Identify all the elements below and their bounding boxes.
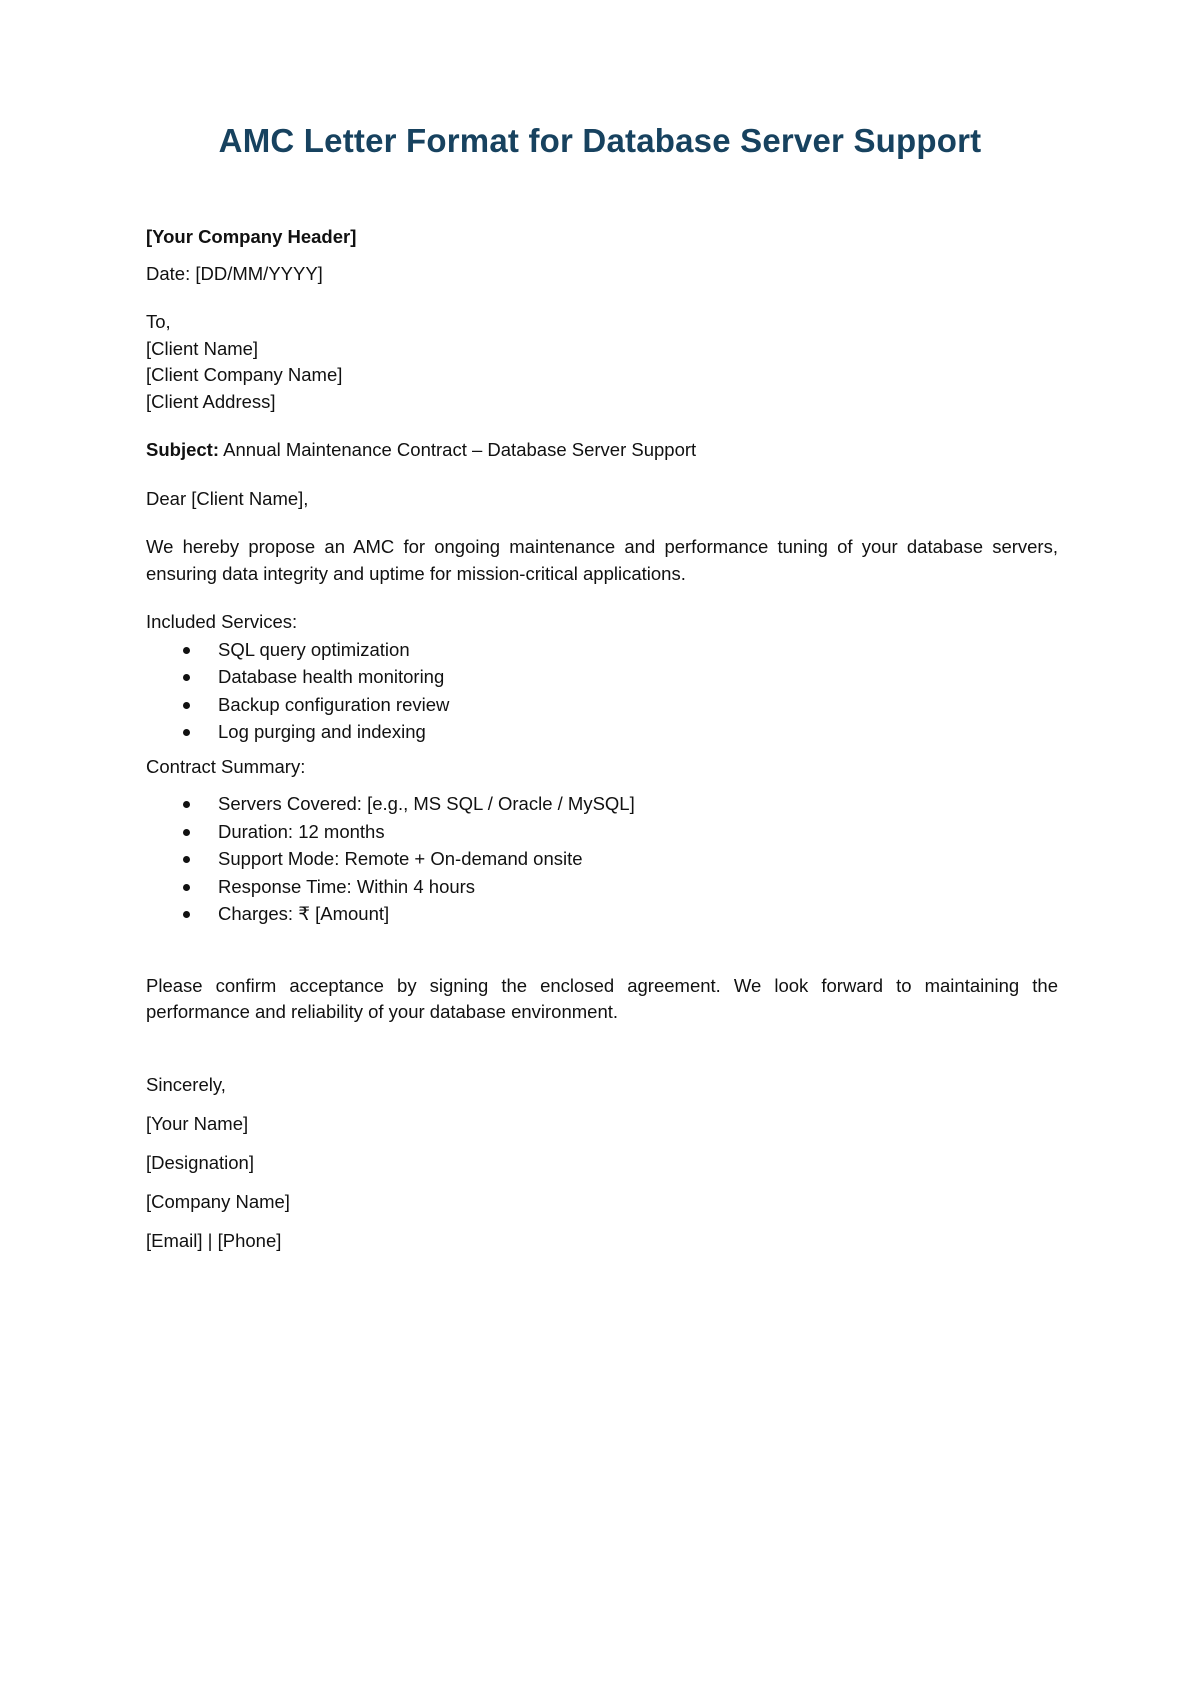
recipient-block [146,309,1058,415]
subject-label: Subject: [146,439,219,460]
signature-block [146,1072,1058,1267]
bullet-icon [183,729,190,736]
list-item: Response Time: Within 4 hours [146,873,1058,901]
bullet-icon [183,884,190,891]
bullet-icon [183,674,190,681]
subject-text: Annual Maintenance Contract – Database Server Support [223,439,697,460]
intro-paragraph: We hereby propose an AMC for ongoing maintenance and performance tuning of your database servers, ensuring data integrity and uptime for mission-critical applications. [146,536,1058,584]
list-item: Database health monitoring [146,663,1058,691]
letter-body [146,224,1058,1267]
list-item: Support Mode: Remote + On-demand onsite [146,845,1058,873]
recipient-client-company: [Client Company Name] [146,364,343,385]
signatory-contact: [Email] | [Phone] [146,1229,282,1251]
bullet-icon [183,856,190,863]
bullet-icon [183,829,190,836]
bullet-icon [183,801,190,808]
list-item: Duration: 12 months [146,818,1058,846]
list-item: SQL query optimization [146,636,1058,664]
bullet-icon [183,702,190,709]
recipient-client-address: [Client Address] [146,390,276,412]
document-title: AMC Letter Format for Database Server Support [218,122,982,159]
contract-summary-list [146,790,1058,928]
signatory-name: [Your Name] [146,1112,249,1134]
bullet-icon [183,647,190,654]
services-heading: Included Services: [146,611,298,632]
recipient-client-name: [Client Name] [146,337,259,359]
list-item: Servers Covered: [e.g., MS SQL / Oracle / MySQL] [146,790,1058,818]
services-list [146,636,1058,746]
recipient-to: To, [146,311,171,332]
date-line: Date: [DD/MM/YYYY] [146,262,323,284]
signatory-designation: [Designation] [146,1151,254,1173]
salutation: Dear [Client Name], [146,487,309,509]
list-item: Charges: ₹ [Amount] [146,900,1058,928]
signatory-company: [Company Name] [146,1190,290,1212]
list-item: Log purging and indexing [146,718,1058,746]
bullet-icon [183,911,190,918]
contract-summary-heading: Contract Summary: [146,755,306,777]
closing-paragraph: Please confirm acceptance by signing the enclosed agreement. We look forward to maintaining the performance and reliability of your database environment. [146,974,1058,1022]
company-header: [Your Company Header] [146,226,357,247]
list-item: Backup configuration review [146,691,1058,719]
subject-line [146,437,1058,464]
sign-off: Sincerely, [146,1073,226,1095]
